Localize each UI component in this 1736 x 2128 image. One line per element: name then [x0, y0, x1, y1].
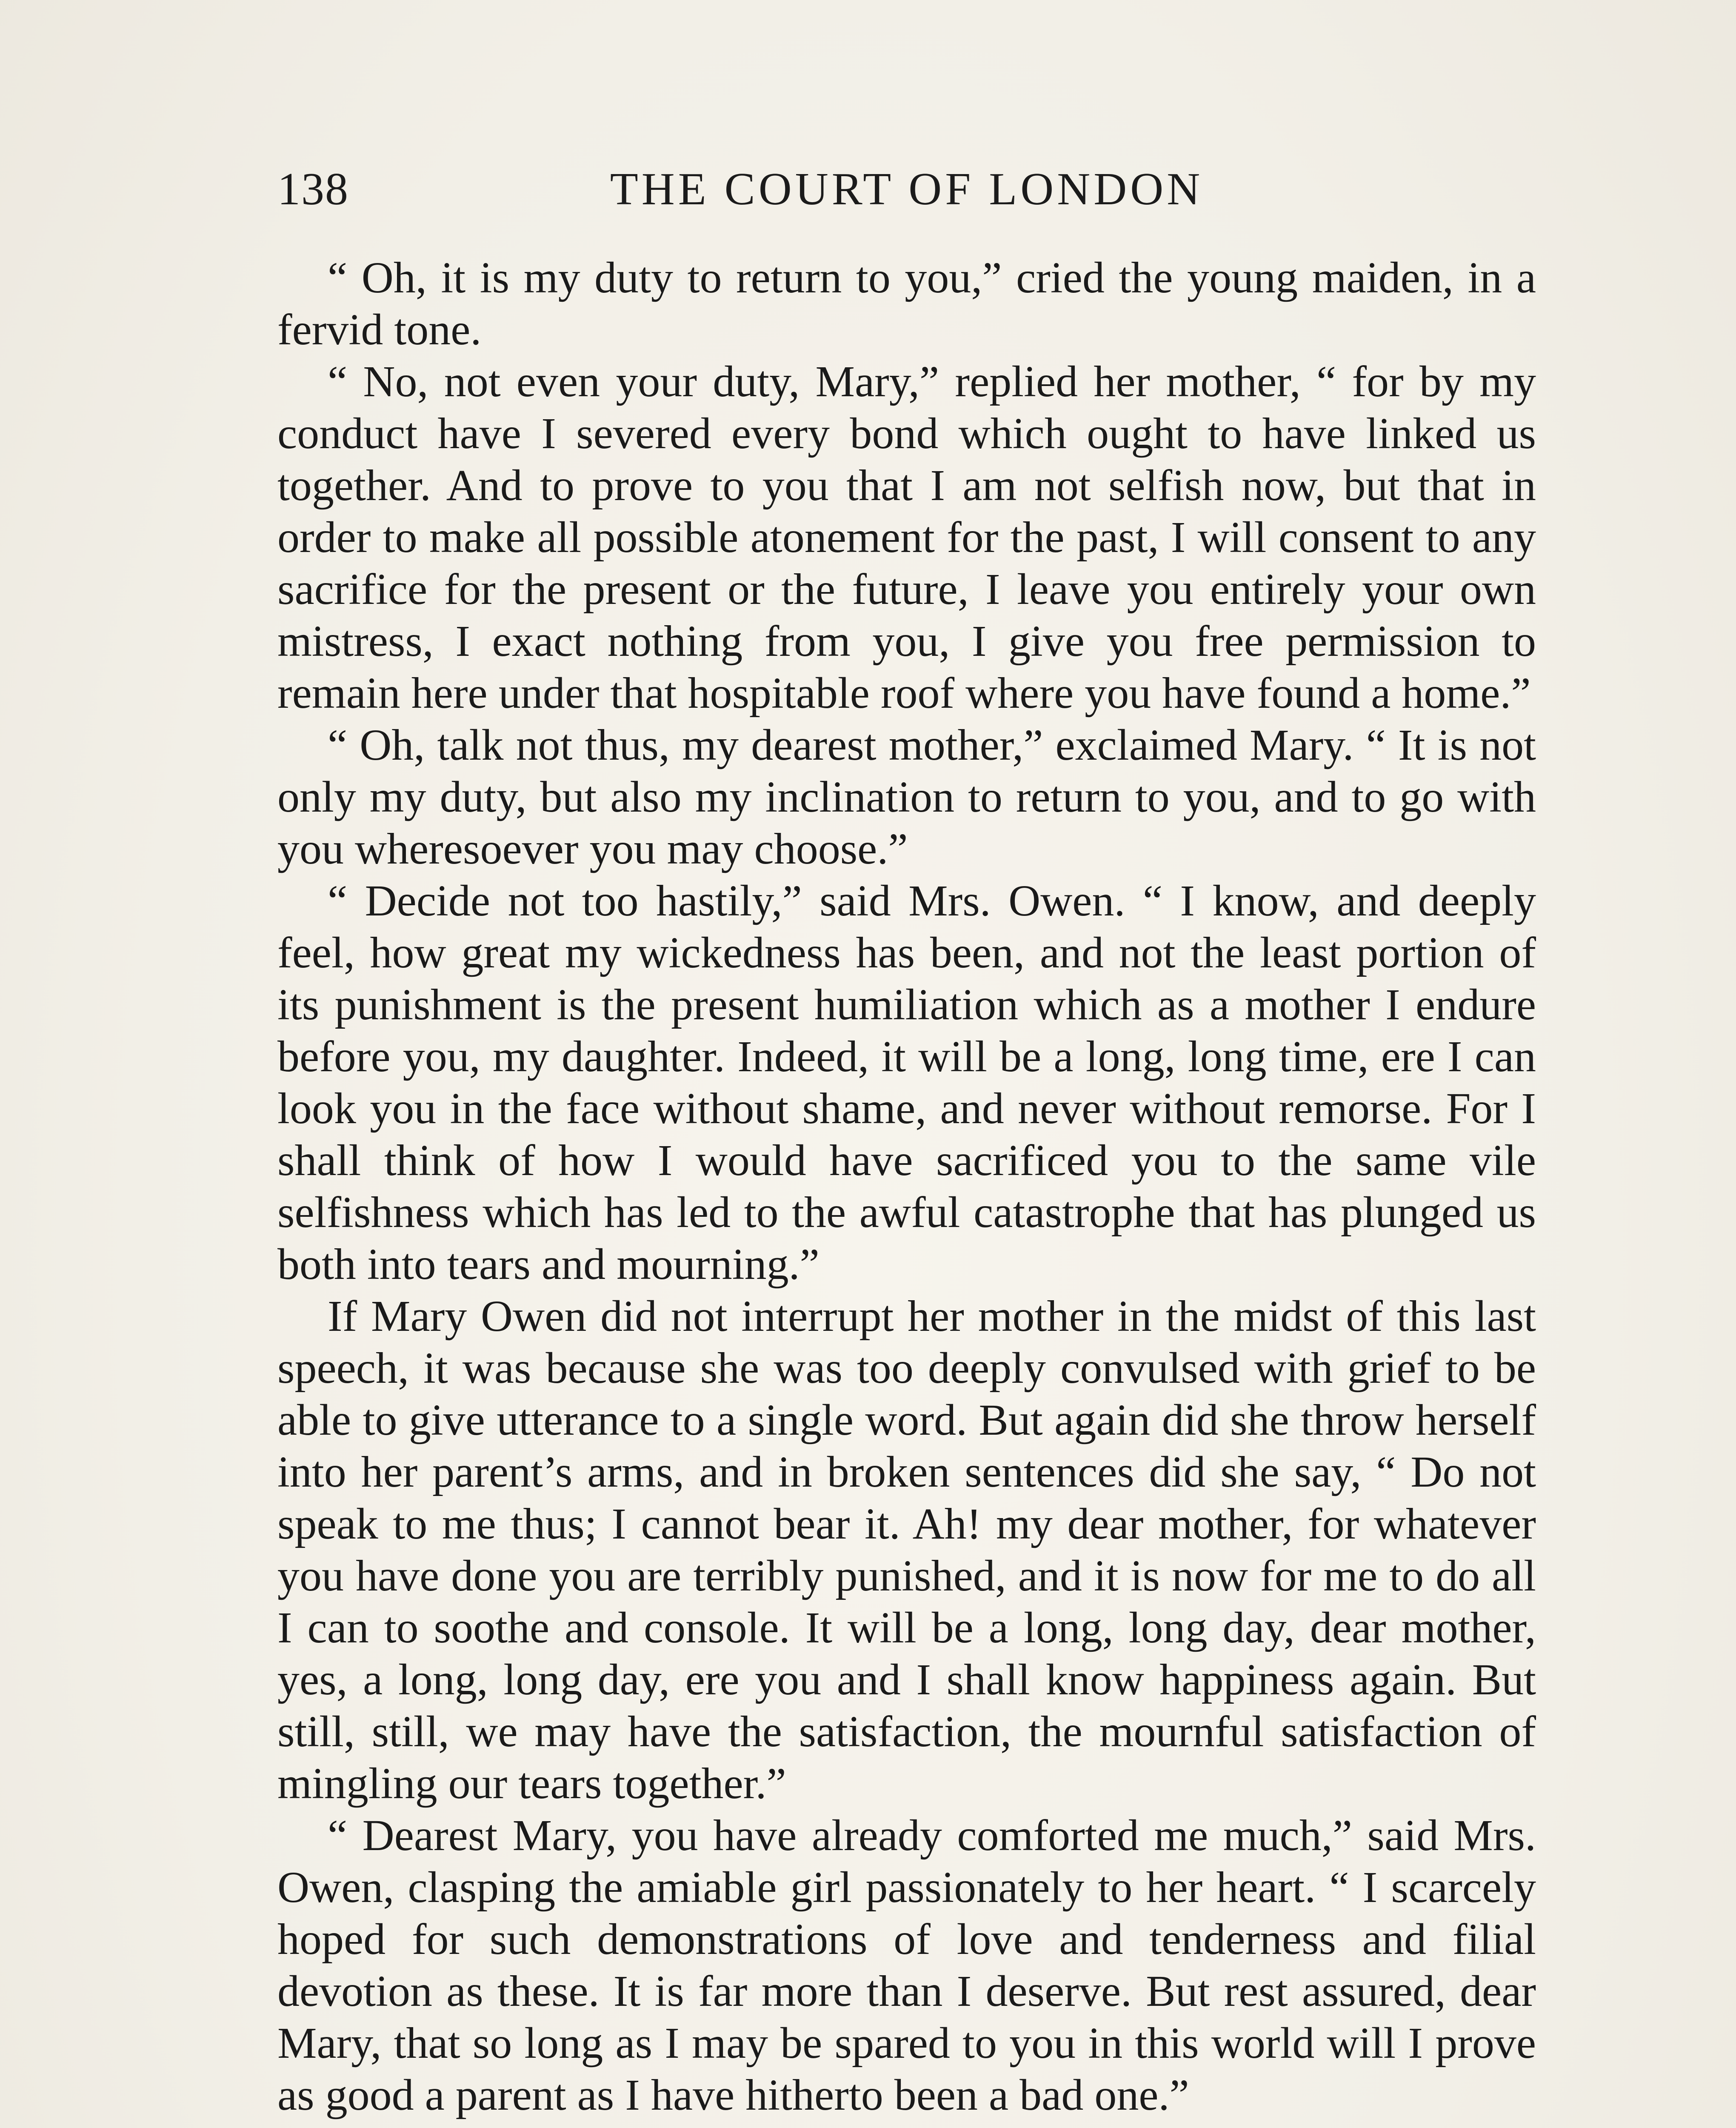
- running-title: THE COURT OF LONDON: [610, 164, 1204, 215]
- body-text: [277, 252, 1536, 2121]
- paragraph: “ Oh, talk not thus, my dearest mother,” exclaimed Mary. “ It is not only my duty, but also my inclination to return to you, and to go with you wheresoever you may choose.”: [277, 721, 1536, 873]
- paragraph: “ Decide not too hastily,” said Mrs. Owen. “ I know, and deeply feel, how great my wickedness has been, and not the least portion of its punishment is the present humiliation which as a mother I endure before you, my daughter. Indeed, it will be a long, long time, ere I can look you in the face without shame, and never without remorse. For I shall think of how I would have sacrificed you to the same vile selfishness which has led to the awful catastrophe that has plunged us both into tears and mourning.”: [277, 876, 1536, 1289]
- paragraph: “ Oh, it is my duty to return to you,” cried the young maiden, in a fervid tone.: [277, 253, 1536, 354]
- paragraph: If Mary Owen did not interrupt her mother in the midst of this last speech, it was because she was too deeply convulsed with grief to be able to give utterance to a single word. But again did she throw herself into her parent’s arms, and in broken sentences did she say, “ Do not speak to me thus; I cannot bear it. Ah! my dear mother, for whatever you have done you are terribly punished, and it is now for me to do all I can to soothe and console. It will be a long, long day, dear mother, yes, a long, long day, ere you and I shall know happiness again. But still, still, we may have the satisfaction, the mournful satisfaction of mingling our tears together.”: [277, 1292, 1536, 1808]
- page-header: [277, 162, 1536, 217]
- page-number: 138: [277, 164, 349, 215]
- paragraph: “ Dearest Mary, you have already comforted me much,” said Mrs. Owen, clasping the amiable girl passionately to her heart. “ I scarcely hoped for such demonstrations of love and tenderness and filial devotion as these. It is far more than I deserve. But rest assured, dear Mary, that so long as I may be spared to you in this world will I prove as good a parent as I have hitherto been a bad one.”: [277, 1811, 1536, 2119]
- paragraph: “ No, not even your duty, Mary,” replied her mother, “ for by my conduct have I severed every bond which ought to have linked us together. And to prove to you that I am not selfish now, but that in order to make all possible atonement for the past, I will consent to any sacrifice for the present or the future, I leave you entirely your own mistress, I exact nothing from you, I give you free permission to remain here under that hospitable roof where you have found a home.”: [277, 357, 1536, 718]
